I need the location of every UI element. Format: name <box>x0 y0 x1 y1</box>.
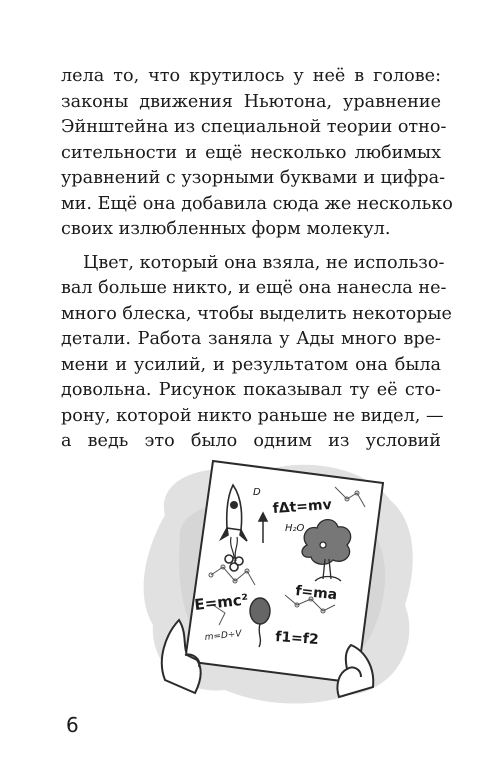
text-line: своих излюбленных форм молекул. <box>61 219 391 239</box>
formula-density: m=D÷V <box>204 629 243 643</box>
text-line: вал больше никто, и ещё она нанесла не- <box>61 278 447 298</box>
text-line: мени и усилий, и результатом она была <box>61 354 441 375</box>
text-line: законы движения Ньютона, уравнение <box>61 91 441 112</box>
text-line: довольна. Рисунок показывал ту её сто- <box>61 380 441 400</box>
formula-newton: f=ma <box>294 583 338 604</box>
formula-momentum: fΔt=mv <box>272 496 333 517</box>
text-line: а ведь это было одним из условий <box>61 431 441 451</box>
text-line: сительности и ещё несколько любимых <box>61 142 441 163</box>
text-line: уравнений с узорными буквами и цифра- <box>61 168 446 188</box>
formula-water: H₂O <box>285 523 305 534</box>
illustration <box>135 455 425 710</box>
formula-einstein: E=mc² <box>193 590 250 614</box>
text-line: ми. Ещё она добавила сюда же несколько <box>61 193 453 214</box>
formula-letter: D <box>253 487 261 498</box>
text-line: много блеска, чтобы выделить некоторые <box>61 303 452 324</box>
text-line: Эйнштейна из специальной теории отно- <box>61 117 447 137</box>
text-line: рону, которой никто раньше не видел, — <box>61 405 444 426</box>
text-line: лела то, что крутилось у неё в голове: <box>61 66 441 86</box>
page-number: 6 <box>66 713 79 737</box>
formula-forces: f1=f2 <box>274 629 320 649</box>
text-line: детали. Работа заняла у Ады много вре- <box>61 329 441 349</box>
body-text <box>61 64 453 455</box>
text-line: Цвет, который она взяла, не использо- <box>83 252 445 273</box>
